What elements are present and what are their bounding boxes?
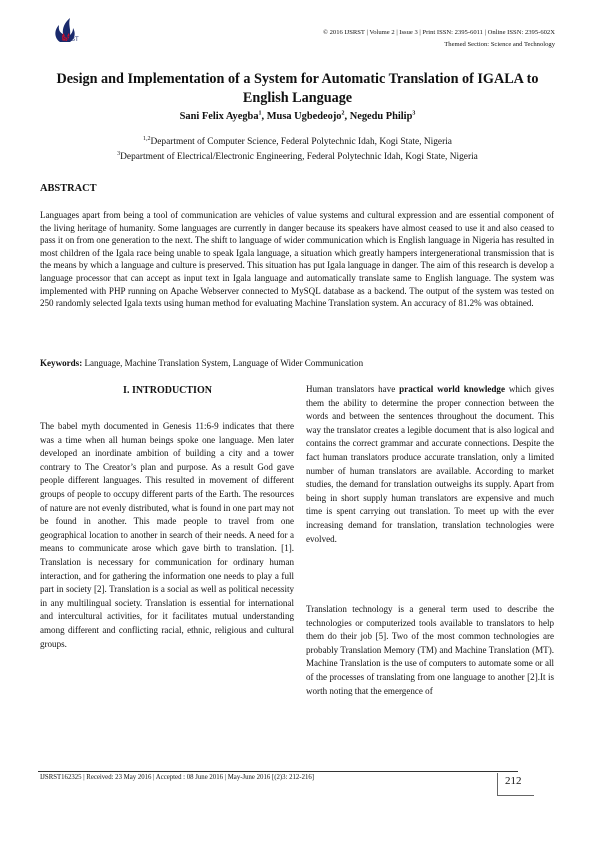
abstract-heading: ABSTRACT (40, 183, 97, 194)
keywords-label: Keywords: (40, 358, 83, 368)
author-name: Negedu Philip (349, 111, 413, 122)
keywords (40, 357, 554, 370)
paragraph-text: which gives them the ability to determine the proper connection between the words and between the sentences throughout the document. This way the translator creates a legible document that is also logical and contains the correct grammar and accurate connections. Despite the fact human translators produce accurate translation, only a limited number of human translators are available. According to market studies, the demand for translation outweighs its supply. Apart from being in short supply human translators are expensive and much time is spent carrying out translation. To meet up with the ever increasing demand for translation, translation technologies were evolved. (306, 384, 554, 544)
author-name: Sani Felix Ayegba (179, 111, 259, 122)
footer-divider (38, 771, 518, 772)
column-right-text-top (306, 383, 554, 546)
emphasis-text: practical world knowledge (399, 384, 505, 394)
affiliation-1 (40, 137, 555, 147)
abstract-text: Languages apart from being a tool of communication are vehicles of value systems and cultural expression and are essential component of the living heritage of humanity. Some languages are currently in danger because its speakers have almost ceased to use it and also ceased to pass it on from one generation to the next. The shift to language of wider communication which is English language in Nigeria has resulted in most children of the Igala race being unable to speak Igala language, a situation which greatly hampers intergenerational transmission that is the means by which a language and culture is preserved. This situation has put Igala language in danger. The aim of this research is develop a language processor that can accept as input text in Igala language and automatically translate same to English language. The system was implemented with PHP running on Apache Webserver connected to MySQL database as a backend. The output of the system was tested on 250 randomly selected Igala texts using human method for evaluating Machine Translation system. An accuracy of 81.2% was obtained. (40, 210, 554, 309)
paragraph-text: Human translators have (306, 384, 400, 394)
column-left-text (40, 420, 294, 651)
themed-section: Themed Section: Science and Technology (444, 41, 555, 48)
affiliation-sup: 1,2 (143, 135, 151, 142)
column-right-text-bottom (306, 603, 554, 698)
author-name: Musa Ugbedeojo (266, 111, 342, 122)
author-sup: 1 (258, 110, 262, 117)
paragraph: The babel myth documented in Genesis 11:6-9 indicates that there was a time when all human beings spoke one language. Men later developed an inordinate ambition of building a city and a tower contrary to The Creator’s plan and purpose. As a result God gave people different languages. This resulted in movement of different groups of people to occupy different parts of the Earth. The resources of nature are not evenly distributed, what is found in one part may not be found in another. This made people to travel from one geographical location to another in search of their needs. A need for a means to communicate arose which gave birth to translation. [1]. Translation is necessary for communication for ordinary human interaction, and for gathering the information one needs to play a full part in society [2]. Translation is a social as well as political necessity in any multilingual society. Translation is essential for international and intercultural activities, for it facilitates mutual understanding among different and conflicting racial, ethnic, religious and cultural groups. (40, 421, 294, 649)
author-sup: 3 (412, 110, 416, 117)
page-number: 212 (505, 775, 522, 787)
affiliation-sup: 3 (117, 150, 121, 157)
journal-logo-text: IJSRST (58, 37, 79, 43)
journal-header-info: © 2016 IJSRST | Volume 2 | Issue 3 | Print ISSN: 2395-6011 | Online ISSN: 2395-602X (322, 29, 555, 36)
footer-info: IJSRST162325 | Received: 23 May 2016 | Accepted : 08 June 2016 | May-June 2016 [(2)3: 212-216] (40, 774, 315, 781)
keywords-list: Language, Machine Translation System, Language of Wider Communication (82, 358, 364, 368)
paper-title: Design and Implementation of a System for Automatic Translation of IGALA to English Language (56, 71, 539, 106)
paragraph (306, 383, 554, 546)
author-list: Sani Felix Ayegba$^1$, Musa Ugbedeojo$^2$, Negedu Philip$^3$ (179, 110, 416, 122)
section-heading: I. INTRODUCTION (123, 385, 212, 396)
author-sup: 2 (341, 110, 345, 117)
affiliation-text: Department of Electrical/Electronic Engineering, Federal Polytechnic Idah, Kogi State, Nigeria (120, 152, 478, 162)
paragraph: Translation technology is a general term used to describe the technologies or computerized tools available to translators to help them do their job [5]. Two of the most common technologies are probably Translation Memory (TM) and Machine Translation (MT). Machine Translation is the use of computers to automate some or all of the processes of translating from one language to another [2].It is worth noting that the emergence of (306, 604, 554, 696)
affiliation-2 (40, 152, 555, 162)
affiliation-text: Department of Computer Science, Federal Polytechnic Idah, Kogi State, Nigeria (150, 137, 452, 147)
